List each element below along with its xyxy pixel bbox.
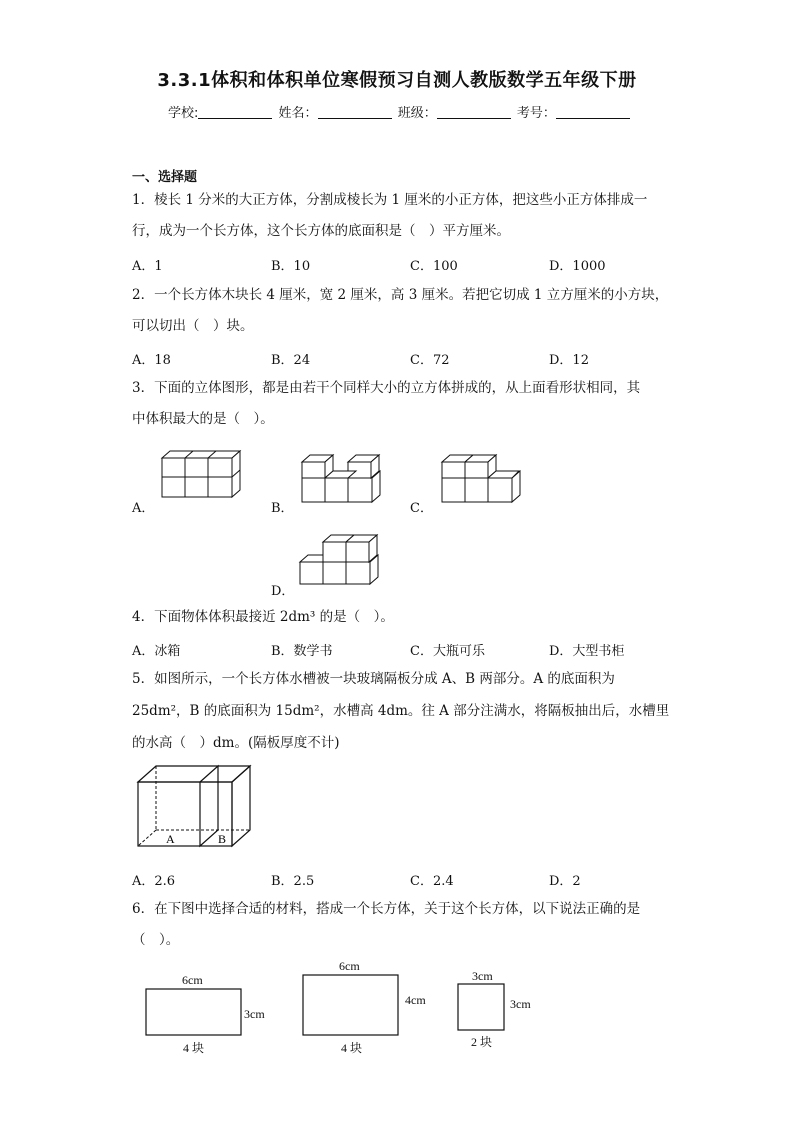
water-tank-figure xyxy=(136,762,254,850)
q3-line1: 3．下面的立体图形，都是由若干个同样大小的立方体拼成的，从上面看形状相同，其 xyxy=(132,380,641,396)
material-2-top-label: 6cm xyxy=(339,959,360,973)
material-2-side-label: 4cm xyxy=(405,993,426,1007)
q3-option-a[interactable]: A． xyxy=(132,501,155,516)
material-1-side-label: 3cm xyxy=(244,1007,265,1021)
cube-figure-a xyxy=(156,444,242,504)
school-blank[interactable] xyxy=(198,106,272,119)
material-rect-2 xyxy=(303,975,398,1035)
q5-option-c[interactable]: C．2.4 xyxy=(410,874,454,889)
q5-line2: 25dm²，B 的底面积为 15dm²，水槽高 4dm。往 A 部分注满水，将隔板抽出后，水槽里 xyxy=(132,703,670,719)
class-label: 班级： xyxy=(397,106,437,121)
material-3-top-label: 3cm xyxy=(472,969,493,983)
class-blank[interactable] xyxy=(437,106,511,119)
q1-option-b[interactable]: B．10 xyxy=(271,259,311,274)
q2-line2: 可以切出（ ）块。 xyxy=(132,318,254,334)
materials-figure xyxy=(140,956,560,1060)
material-1-count: 4 块 xyxy=(183,1041,205,1055)
q1-line1: 1．棱长 1 分米的大正方体，分割成棱长为 1 厘米的小正方体，把这些小正方体排成一 xyxy=(132,192,648,208)
q5-option-b[interactable]: B．2.5 xyxy=(271,874,315,889)
school-label: 学校: xyxy=(168,106,199,121)
label-a: A xyxy=(166,832,175,846)
cube-figure-c xyxy=(438,448,524,508)
q5-option-a[interactable]: A．2.6 xyxy=(132,874,176,889)
number-label: 考号： xyxy=(516,106,556,121)
cube-figure-d xyxy=(296,528,382,588)
q1-option-c[interactable]: C．100 xyxy=(410,259,458,274)
q1-line2: 行，成为一个长方体，这个长方体的底面积是（ ）平方厘米。 xyxy=(132,223,510,239)
q4-option-c[interactable]: C．大瓶可乐 xyxy=(410,644,485,659)
q2-option-c[interactable]: C．72 xyxy=(410,353,450,368)
material-3-count: 2 块 xyxy=(471,1035,493,1049)
section-heading: 一、选择题 xyxy=(132,170,198,185)
q4-option-d[interactable]: D．大型书柜 xyxy=(549,644,625,659)
q3-line2: 中体积最大的是（ ）。 xyxy=(132,411,274,427)
q2-option-b[interactable]: B．24 xyxy=(271,353,311,368)
q3-option-b[interactable]: B． xyxy=(271,501,294,516)
q2-line1: 2．一个长方体木块长 4 厘米，宽 2 厘米，高 3 厘米。若把它切成 1 立方厘米的小方块， xyxy=(132,287,669,303)
material-rect-1 xyxy=(146,989,241,1035)
q5-line1: 5．如图所示，一个长方体水槽被一块玻璃隔板分成 A、B 两部分。A 的底面积为 xyxy=(132,671,615,687)
name-label: 姓名： xyxy=(278,106,318,121)
q6-line2: （ ）。 xyxy=(132,932,180,948)
q4-line1: 4．下面物体体积最接近 2dm³ 的是（ ）。 xyxy=(132,609,394,625)
student-info-line xyxy=(168,102,632,121)
cube-figure-b xyxy=(298,448,384,508)
q5-option-d[interactable]: D．2 xyxy=(549,874,581,889)
name-blank[interactable] xyxy=(318,106,392,119)
q2-option-a[interactable]: A．18 xyxy=(132,353,171,368)
material-2-count: 4 块 xyxy=(341,1041,363,1055)
q6-line1: 6．在下图中选择合适的材料，搭成一个长方体，关于这个长方体，以下说法正确的是 xyxy=(132,901,641,917)
label-b: B xyxy=(218,832,227,846)
material-square-3 xyxy=(458,984,504,1030)
q1-option-d[interactable]: D．1000 xyxy=(549,259,606,274)
q1-option-a[interactable]: A．1 xyxy=(132,259,163,274)
material-1-top-label: 6cm xyxy=(182,973,203,987)
q2-option-d[interactable]: D．12 xyxy=(549,353,589,368)
q4-option-b[interactable]: B．数学书 xyxy=(271,644,333,659)
q4-option-a[interactable]: A．冰箱 xyxy=(132,644,181,659)
q3-option-d[interactable]: D． xyxy=(271,584,295,599)
q5-line3: 的水高（ ）dm。(隔板厚度不计) xyxy=(132,735,340,751)
q3-option-c[interactable]: C． xyxy=(410,501,433,516)
page-title: 3.3.1体积和体积单位寒假预习自测人教版数学五年级下册 xyxy=(157,70,637,91)
material-3-side-label: 3cm xyxy=(510,997,531,1011)
number-blank[interactable] xyxy=(556,106,630,119)
